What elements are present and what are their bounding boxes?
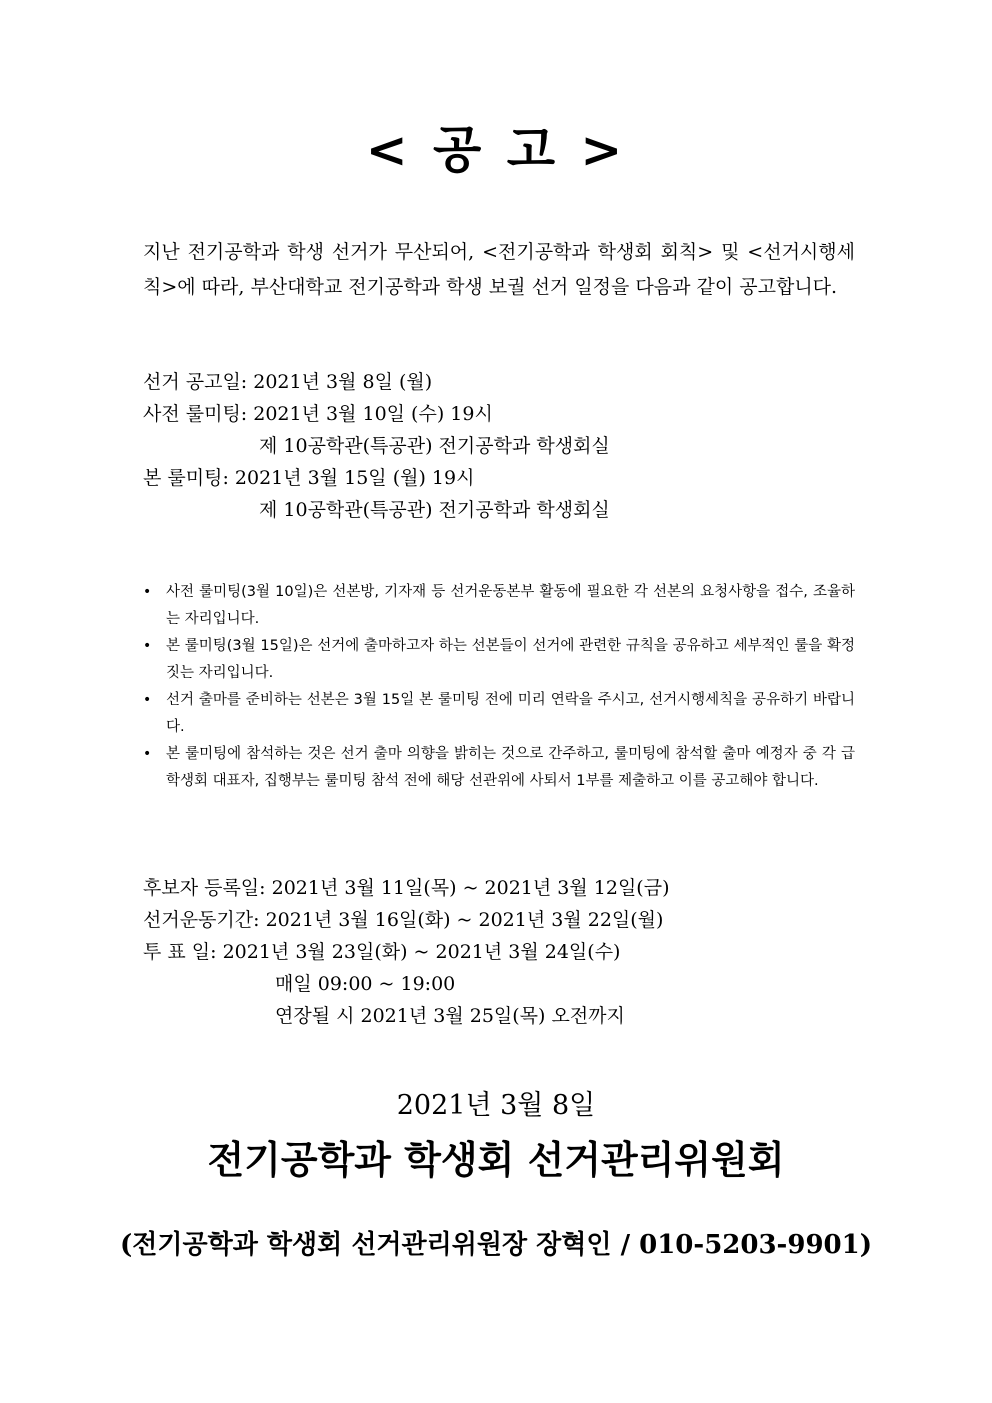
intro-paragraph: 지난 전기공학과 학생 선거가 무산되어, <전기공학과 학생회 회칙> 및 <선거시행세칙>에 따라, 부산대학교 전기공학과 학생 보궐 선거 일정을 다음과 같이 공고합니다.: [143, 241, 855, 298]
bullet-icon: •: [143, 692, 152, 708]
bullet-icon: •: [143, 638, 152, 654]
notes-list: [143, 579, 855, 795]
notice-title: < 공 고 >: [365, 120, 627, 179]
bullet-icon: •: [143, 584, 152, 600]
contact-line: (전기공학과 학생회 선거관리위원장 장혁인 / 010-5203-9901): [119, 1230, 873, 1260]
registration-line: 후보자 등록일: 2021년 3월 11일(목) ~ 2021년 3월 12일(금): [143, 877, 670, 899]
note-text: 본 룰미팅(3월 15일)은 선거에 출마하고자 하는 선본들이 선거에 관련한 규칙을 공유하고 세부적인 룰을 확정짓는 자리입니다.: [166, 638, 855, 681]
campaign-line: 선거운동기간: 2021년 3월 16일(화) ~ 2021년 3월 22일(월): [143, 909, 664, 931]
note-item: [143, 579, 855, 633]
announcement-date: 2021년 3월 8일: [396, 1090, 596, 1121]
main-meeting-line: 본 룰미팅: 2021년 3월 15일 (월) 19시: [143, 467, 475, 489]
main-meeting-place: 제 10공학관(특공관) 전기공학과 학생회실: [259, 499, 610, 521]
pre-meeting-line: 사전 룰미팅: 2021년 3월 10일 (수) 19시: [143, 403, 493, 425]
note-text: 사전 룰미팅(3월 10일)은 선본방, 기자재 등 선거운동본부 활동에 필요한 각 선본의 요청사항을 접수, 조율하는 자리입니다.: [166, 584, 855, 627]
note-item: [143, 633, 855, 687]
note-item: [143, 741, 855, 795]
election-schedule: [143, 872, 855, 1032]
bullet-icon: •: [143, 746, 152, 762]
meeting-schedule: [143, 366, 855, 526]
note-item: [143, 687, 855, 741]
voting-line: 투 표 일: 2021년 3월 23일(화) ~ 2021년 3월 24일(수): [143, 941, 621, 963]
note-text: 본 룰미팅에 참석하는 것은 선거 출마 의향을 밝히는 것으로 간주하고, 룰미팅에 참석할 출마 예정자 중 각 급 학생회 대표자, 집행부는 룰미팅 참석 전에 해당 선관위에 사퇴서 1부를 제출하고 이를 공고해야 합니다.: [166, 746, 855, 789]
organization-name: 전기공학과 학생회 선거관리위원회: [207, 1137, 785, 1182]
extension-line: 연장될 시 2021년 3월 25일(목) 오전까지: [275, 1005, 625, 1027]
note-text: 선거 출마를 준비하는 선본은 3월 15일 본 룰미팅 전에 미리 연락을 주시고, 선거시행세칙을 공유하기 바랍니다.: [166, 692, 855, 735]
pre-meeting-place: 제 10공학관(특공관) 전기공학과 학생회실: [259, 435, 610, 457]
voting-hours-line: 매일 09:00 ~ 19:00: [275, 973, 456, 995]
notice-date-line: 선거 공고일: 2021년 3월 8일 (월): [143, 371, 433, 393]
